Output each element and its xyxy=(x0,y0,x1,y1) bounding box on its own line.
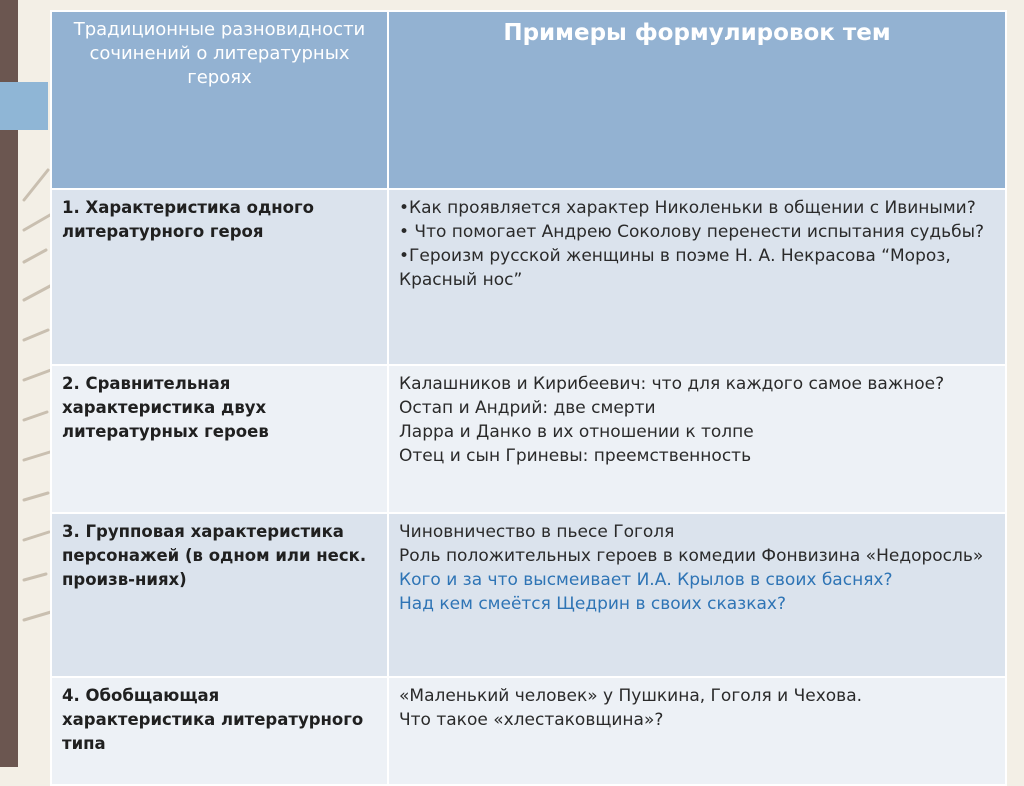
table-header-row xyxy=(51,11,1006,189)
header-right-cell: Примеры формулировок тем xyxy=(388,11,1006,189)
examples-cell xyxy=(388,677,1006,785)
category-cell: 1. Характеристика одного литературного героя xyxy=(51,189,388,365)
topics-table xyxy=(50,10,1007,786)
table-row xyxy=(51,677,1006,785)
example-item-highlighted: Над кем смеётся Щедрин в своих сказках? xyxy=(399,594,786,614)
examples-cell xyxy=(388,365,1006,513)
example-item: Отец и сын Гриневы: преемственность xyxy=(399,446,752,466)
category-cell: 2. Сравнительная характеристика двух литературных героев xyxy=(51,365,388,513)
table-row xyxy=(51,513,1006,677)
example-item: Калашников и Кирибеевич: что для каждого самое важное? xyxy=(399,374,945,394)
example-item: •Как проявляется характер Николеньки в общении с Ивиными? xyxy=(399,198,976,218)
examples-cell xyxy=(388,513,1006,677)
example-item: Что такое «хлестаковщина»? xyxy=(399,710,664,730)
example-item: Роль положительных героев в комедии Фонвизина «Недоросль» xyxy=(399,546,984,566)
example-item: • Что помогает Андрею Соколову перенести испытания судьбы? xyxy=(399,222,985,242)
example-item: Остап и Андрий: две смерти xyxy=(399,398,656,418)
example-item: •Героизм русской женщины в поэме Н. А. Некрасова “Мороз, Красный нос” xyxy=(399,246,951,290)
category-cell: 4. Обобщающая характеристика литературного типа xyxy=(51,677,388,785)
example-item: Чиновничество в пьесе Гоголя xyxy=(399,522,675,542)
examples-cell xyxy=(388,189,1006,365)
table-row xyxy=(51,365,1006,513)
example-item: «Маленький человек» у Пушкина, Гоголя и Чехова. xyxy=(399,686,863,706)
example-item: Ларра и Данко в их отношении к толпе xyxy=(399,422,754,442)
category-cell: 3. Групповая характеристика персонажей (в одном или неск. произв-ниях) xyxy=(51,513,388,677)
table-row xyxy=(51,189,1006,365)
header-left-cell: Традиционные разновидности сочинений о литературных героях xyxy=(51,11,388,189)
example-item-highlighted: Кого и за что высмеивает И.А. Крылов в своих баснях? xyxy=(399,570,893,590)
